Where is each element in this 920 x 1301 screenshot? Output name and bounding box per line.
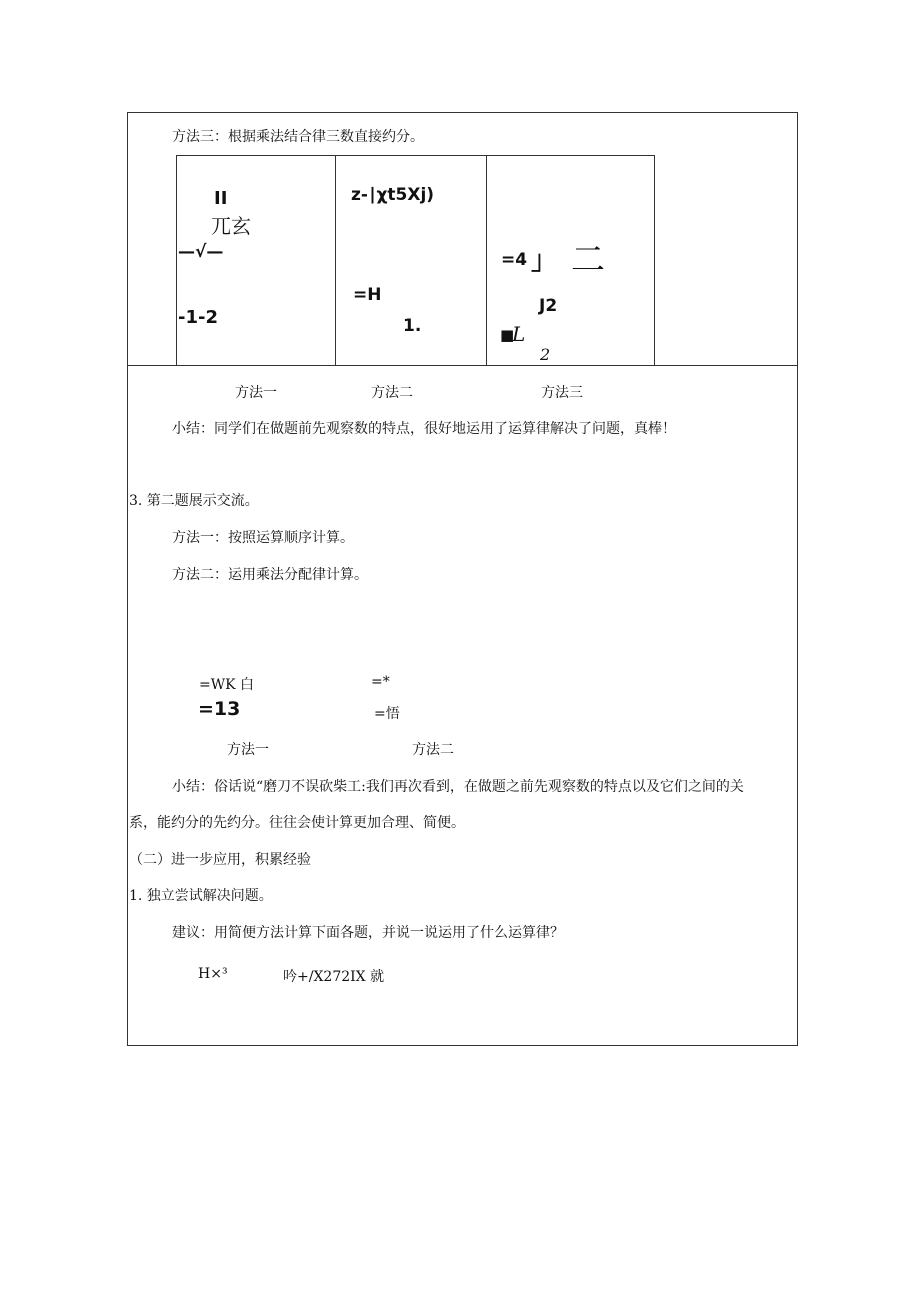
part2-title: （二）进一步应用，积累经验 [129, 852, 311, 868]
exercise-b: 吟+/X272IX 就 [283, 969, 385, 985]
calc-a2: =13 [198, 698, 241, 720]
calc-b1: =* [371, 674, 390, 690]
exercise-a: H×³ [198, 966, 228, 982]
cell3-l: L [512, 322, 526, 346]
method-label-2: 方法二 [371, 385, 413, 401]
summary-2-line1: 小结：俗话说“磨刀不误砍柴工:我们再次看到，在做题之前先观察数的特点以及它们之间的关 [172, 779, 744, 795]
cell2-line2: =H [353, 285, 382, 305]
section3-title: 3. 第二题展示交流。 [129, 493, 259, 509]
inner-table-col-right [654, 155, 655, 365]
inner-table-top [176, 155, 655, 156]
method-label2-1: 方法一 [227, 742, 269, 758]
cell3-bracket: 」 [531, 246, 558, 276]
cell3-eq4: =4 [501, 250, 528, 270]
cell2-line3: 1. [403, 316, 422, 336]
cell2-line1: z-∣χt5Xj) [351, 185, 435, 205]
method-label-3: 方法三 [541, 385, 583, 401]
inner-table-col-2 [486, 155, 487, 365]
summary-1: 小结：同学们在做题前先观察数的特点，很好地运用了运算律解决了问题，真棒！ [172, 421, 676, 437]
row-divider [127, 365, 798, 366]
cell3-j2: J2 [539, 296, 558, 316]
method-label-1: 方法一 [235, 385, 277, 401]
method3-intro: 方法三：根据乘法结合律三数直接约分。 [172, 129, 424, 145]
cell3-er: 二 [571, 240, 605, 280]
cell1-line1: II [214, 188, 228, 209]
method-label2-2: 方法二 [412, 742, 454, 758]
cell1-line2: 兀玄 [211, 214, 251, 238]
cell3-square: ■ [500, 326, 515, 344]
summary-2-line2: 系，能约分的先约分。往往会使计算更加合理、简便。 [129, 815, 465, 831]
cell3-two: 2 [540, 345, 551, 364]
suggestion: 建议：用简便方法计算下面各题，并说一说运用了什么运算律？ [172, 925, 564, 941]
cell1-line3: —√— [178, 242, 224, 262]
section3-method1: 方法一：按照运算顺序计算。 [172, 530, 354, 546]
calc-a1: =WK 白 [199, 677, 255, 693]
cell1-line4: -1-2 [178, 307, 218, 328]
section3-method2: 方法二：运用乘法分配律计算。 [172, 567, 368, 583]
inner-table-col-1 [335, 155, 336, 365]
item1-title: 1. 独立尝试解决问题。 [129, 888, 273, 904]
calc-b2: =悟 [374, 706, 400, 722]
inner-table-col-left [176, 155, 177, 365]
